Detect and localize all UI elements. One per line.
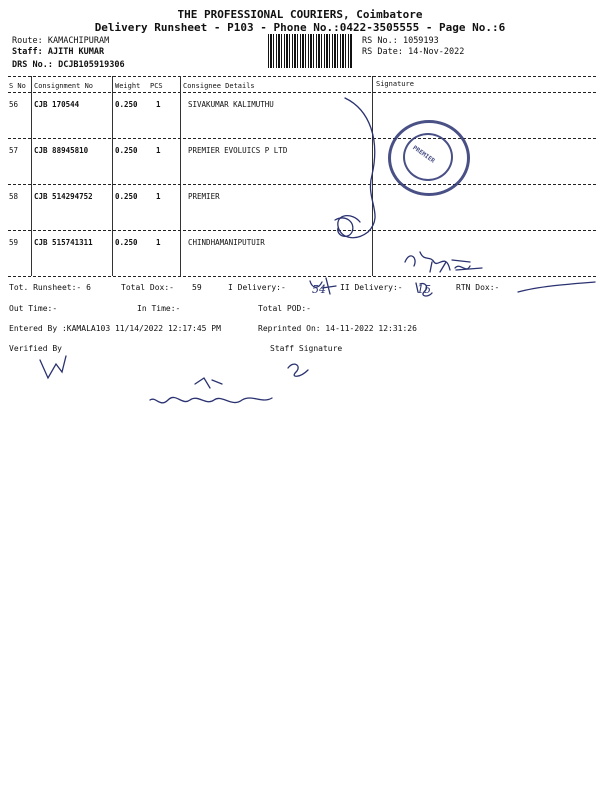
row-pcs: 1 (156, 238, 161, 247)
col-header-pcs: PCS (150, 82, 163, 90)
i-delivery-value: 54 (312, 283, 326, 296)
row-consignment: CJB 88945810 (34, 146, 89, 155)
row-pcs: 1 (156, 146, 161, 155)
runsheet-subtitle: Delivery Runsheet - P103 - Phone No.:0422-3505555 - Page No.:6 (94, 21, 506, 34)
row-consignment: CJB 170544 (34, 100, 80, 109)
name-initials (195, 378, 222, 388)
row-consignee: CHINDHAMANIPUTUIR (188, 238, 265, 247)
total-dox-value: 59 (192, 283, 202, 292)
rs-no-label: RS No.: (362, 36, 398, 46)
row-consignment: CJB 515741311 (34, 238, 93, 247)
signature-scribble (338, 98, 375, 238)
route-value: KAMACHIPURAM (47, 36, 110, 46)
row-sno: 59 (9, 238, 19, 247)
row-consignee: PREMIER EVOLUICS P LTD (188, 146, 288, 155)
name-handwriting (150, 397, 272, 402)
drs-value: DCJB105919306 (58, 60, 125, 70)
reprinted-on: Reprinted On: 14-11-2022 12:31:26 (258, 324, 417, 333)
row-sno: 57 (9, 146, 19, 155)
row-consignee: SIVAKUMAR KALIMUTHU (188, 100, 274, 109)
rs-date-value: 14-Nov-2022 (408, 47, 465, 57)
col-header-sno: S No (9, 82, 26, 90)
col-header-consignee: Consignee Details (183, 82, 255, 90)
row-sno: 58 (9, 192, 19, 201)
row-weight: 0.250 (115, 192, 138, 201)
staff-signature-label: Staff Signature (270, 344, 343, 353)
staff-initial (288, 364, 308, 376)
row-consignment: CJB 514294752 (34, 192, 93, 201)
seal-text: PREMIER (411, 144, 437, 165)
verified-signature (40, 356, 66, 378)
tot-runsheet: Tot. Runsheet:- 6 (9, 283, 91, 292)
row-pcs: 1 (156, 100, 161, 109)
in-time-label: In Time:- (137, 304, 181, 313)
verified-by-label: Verified By (9, 344, 62, 353)
company-title: THE PROFESSIONAL COURIERS, Coimbatore (177, 8, 423, 21)
drs-label: DRS No.: (12, 60, 53, 70)
rs-date-label: RS Date: (362, 47, 403, 57)
col-header-consignment: Consignment No (34, 82, 94, 90)
i-delivery-label: I Delivery:- (228, 283, 286, 292)
row-pcs: 1 (156, 192, 161, 201)
ii-delivery-value: 15 (417, 283, 431, 296)
col-header-weight: Weight (115, 82, 141, 90)
rtn-line (518, 282, 595, 292)
entered-by: Entered By :KAMALA103 11/14/2022 12:17:45 PM (9, 324, 221, 333)
row-weight: 0.250 (115, 238, 138, 247)
ii-delivery-label: II Delivery:- (340, 283, 403, 292)
row-weight: 0.250 (115, 100, 138, 109)
staff-label: Staff: (12, 47, 43, 57)
row-consignee: PREMIER (188, 192, 220, 201)
row-sno: 56 (9, 100, 19, 109)
rtn-dox-label: RTN Dox:- (456, 283, 500, 292)
route-label: Route: (12, 36, 43, 46)
col-header-signature: Signature (376, 80, 414, 88)
row-weight: 0.250 (115, 146, 138, 155)
rs-no-value: 1059193 (402, 36, 439, 46)
out-time-label: Out Time:- (9, 304, 58, 313)
total-pod-label: Total POD:- (258, 304, 311, 313)
total-dox-label: Total Dox:- (121, 283, 174, 292)
staff-value: AJITH KUMAR (47, 47, 105, 57)
